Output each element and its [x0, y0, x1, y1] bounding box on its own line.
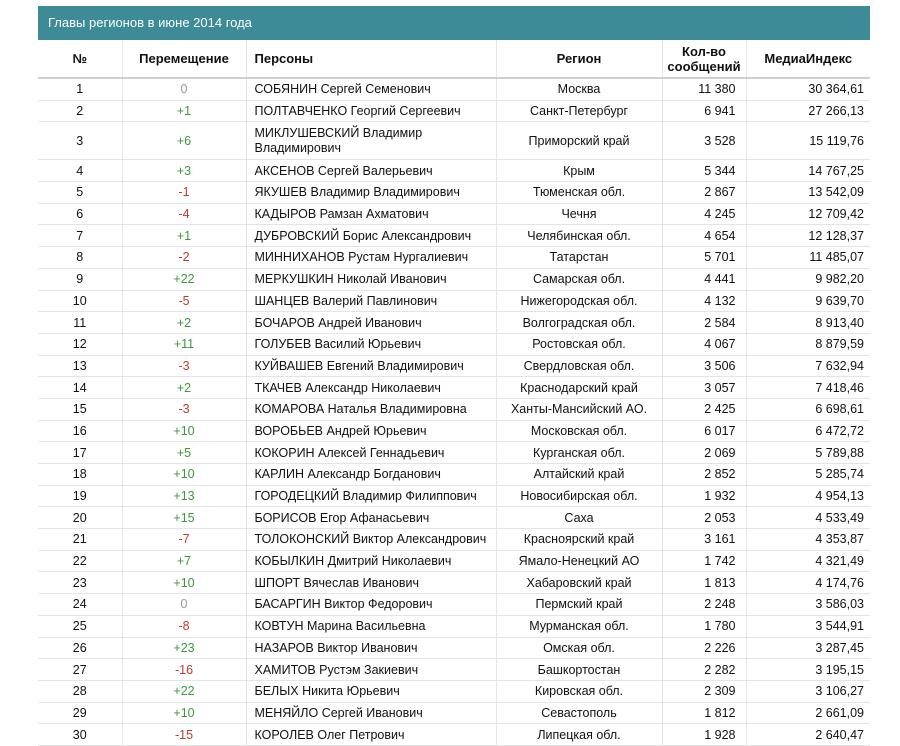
cell-person: МИКЛУШЕВСКИЙ Владимир Владимирович	[246, 122, 496, 160]
cell-person: ШПОРТ Вячеслав Иванович	[246, 572, 496, 594]
cell-count: 2 069	[662, 442, 746, 464]
cell-count: 5 701	[662, 247, 746, 269]
cell-count: 3 506	[662, 355, 746, 377]
cell-media: 4 954,13	[746, 485, 870, 507]
table-row	[38, 203, 870, 225]
cell-person: БОЧАРОВ Андрей Иванович	[246, 312, 496, 334]
table-row	[38, 464, 870, 486]
cell-person: БЕЛЫХ Никита Юрьевич	[246, 680, 496, 702]
cell-move: +10	[122, 464, 246, 486]
cell-media: 12 709,42	[746, 203, 870, 225]
cell-region: Краснодарский край	[496, 377, 662, 399]
header-person: Персоны	[246, 40, 496, 78]
cell-num: 28	[38, 680, 122, 702]
cell-region: Красноярский край	[496, 529, 662, 551]
cell-region: Башкортостан	[496, 659, 662, 681]
cell-move: +5	[122, 442, 246, 464]
cell-num: 3	[38, 122, 122, 160]
cell-media: 6 472,72	[746, 420, 870, 442]
table-row	[38, 377, 870, 399]
header-row	[38, 40, 870, 78]
cell-num: 19	[38, 485, 122, 507]
table-row	[38, 529, 870, 551]
header-media: МедиаИндекс	[746, 40, 870, 78]
table-row	[38, 225, 870, 247]
cell-person: ТКАЧЕВ Александр Николаевич	[246, 377, 496, 399]
table-row	[38, 485, 870, 507]
cell-media: 8 879,59	[746, 333, 870, 355]
cell-num: 1	[38, 78, 122, 100]
cell-person: ШАНЦЕВ Валерий Павлинович	[246, 290, 496, 312]
cell-move: +7	[122, 550, 246, 572]
cell-region: Саха	[496, 507, 662, 529]
cell-move: -15	[122, 724, 246, 746]
cell-person: КОВТУН Марина Васильевна	[246, 615, 496, 637]
cell-person: КОБЫЛКИН Дмитрий Николаевич	[246, 550, 496, 572]
cell-num: 18	[38, 464, 122, 486]
cell-media: 2 640,47	[746, 724, 870, 746]
cell-num: 2	[38, 100, 122, 122]
cell-move: +10	[122, 420, 246, 442]
cell-num: 29	[38, 702, 122, 724]
cell-move: -3	[122, 355, 246, 377]
cell-person: КОМАРОВА Наталья Владимировна	[246, 398, 496, 420]
cell-media: 27 266,13	[746, 100, 870, 122]
cell-count: 2 309	[662, 680, 746, 702]
cell-media: 30 364,61	[746, 78, 870, 100]
cell-person: КОКОРИН Алексей Геннадьевич	[246, 442, 496, 464]
cell-move: +10	[122, 572, 246, 594]
cell-media: 9 982,20	[746, 268, 870, 290]
cell-person: МЕНЯЙЛО Сергей Иванович	[246, 702, 496, 724]
cell-move: +22	[122, 680, 246, 702]
cell-count: 1 932	[662, 485, 746, 507]
cell-person: БАСАРГИН Виктор Федорович	[246, 594, 496, 616]
cell-count: 4 132	[662, 290, 746, 312]
cell-count: 6 941	[662, 100, 746, 122]
table-row	[38, 420, 870, 442]
cell-move: -8	[122, 615, 246, 637]
header-move: Перемещение	[122, 40, 246, 78]
cell-num: 16	[38, 420, 122, 442]
cell-person: МЕРКУШКИН Николай Иванович	[246, 268, 496, 290]
cell-count: 2 053	[662, 507, 746, 529]
cell-num: 23	[38, 572, 122, 594]
cell-count: 2 226	[662, 637, 746, 659]
cell-move: -5	[122, 290, 246, 312]
cell-person: КАРЛИН Александр Богданович	[246, 464, 496, 486]
cell-person: КУЙВАШЕВ Евгений Владимирович	[246, 355, 496, 377]
cell-media: 7 632,94	[746, 355, 870, 377]
cell-num: 10	[38, 290, 122, 312]
cell-media: 3 287,45	[746, 637, 870, 659]
cell-move: +10	[122, 702, 246, 724]
cell-move: +6	[122, 122, 246, 160]
cell-num: 26	[38, 637, 122, 659]
cell-num: 11	[38, 312, 122, 334]
cell-count: 1 812	[662, 702, 746, 724]
cell-region: Чечня	[496, 203, 662, 225]
cell-person: КОРОЛЕВ Олег Петрович	[246, 724, 496, 746]
cell-media: 11 485,07	[746, 247, 870, 269]
cell-person: КАДЫРОВ Рамзан Ахматович	[246, 203, 496, 225]
cell-move: +23	[122, 637, 246, 659]
table-row	[38, 160, 870, 182]
cell-media: 8 913,40	[746, 312, 870, 334]
cell-move: +1	[122, 100, 246, 122]
cell-media: 9 639,70	[746, 290, 870, 312]
cell-person: ГОРОДЕЦКИЙ Владимир Филиппович	[246, 485, 496, 507]
cell-num: 6	[38, 203, 122, 225]
table-row	[38, 78, 870, 100]
cell-region: Тюменская обл.	[496, 182, 662, 204]
cell-num: 22	[38, 550, 122, 572]
cell-num: 5	[38, 182, 122, 204]
cell-media: 5 789,88	[746, 442, 870, 464]
cell-num: 20	[38, 507, 122, 529]
cell-person: БОРИСОВ Егор Афанасьевич	[246, 507, 496, 529]
table-row	[38, 355, 870, 377]
cell-count: 5 344	[662, 160, 746, 182]
cell-person: МИННИХАНОВ Рустам Нургалиевич	[246, 247, 496, 269]
cell-num: 27	[38, 659, 122, 681]
table-row	[38, 507, 870, 529]
cell-region: Московская обл.	[496, 420, 662, 442]
table-row	[38, 122, 870, 160]
cell-region: Алтайский край	[496, 464, 662, 486]
header-region: Регион	[496, 40, 662, 78]
cell-region: Новосибирская обл.	[496, 485, 662, 507]
cell-region: Пермский край	[496, 594, 662, 616]
cell-move: -3	[122, 398, 246, 420]
cell-num: 8	[38, 247, 122, 269]
cell-region: Самарская обл.	[496, 268, 662, 290]
cell-person: АКСЕНОВ Сергей Валерьевич	[246, 160, 496, 182]
cell-count: 3 057	[662, 377, 746, 399]
cell-count: 6 017	[662, 420, 746, 442]
cell-count: 1 742	[662, 550, 746, 572]
cell-move: +1	[122, 225, 246, 247]
table-row	[38, 100, 870, 122]
cell-count: 4 067	[662, 333, 746, 355]
table-title: Главы регионов в июне 2014 года	[38, 6, 870, 40]
table-row	[38, 182, 870, 204]
cell-media: 7 418,46	[746, 377, 870, 399]
cell-region: Свердловская обл.	[496, 355, 662, 377]
cell-person: ДУБРОВСКИЙ Борис Александрович	[246, 225, 496, 247]
cell-move: +15	[122, 507, 246, 529]
cell-region: Москва	[496, 78, 662, 100]
cell-region: Санкт-Петербург	[496, 100, 662, 122]
cell-count: 1 780	[662, 615, 746, 637]
table-row	[38, 637, 870, 659]
table-body	[38, 78, 870, 745]
cell-count: 4 245	[662, 203, 746, 225]
cell-region: Липецкая обл.	[496, 724, 662, 746]
cell-count: 3 161	[662, 529, 746, 551]
cell-count: 1 928	[662, 724, 746, 746]
cell-num: 7	[38, 225, 122, 247]
cell-count: 3 528	[662, 122, 746, 160]
cell-person: ТОЛОКОНСКИЙ Виктор Александрович	[246, 529, 496, 551]
cell-count: 2 282	[662, 659, 746, 681]
table-row	[38, 442, 870, 464]
cell-media: 2 661,09	[746, 702, 870, 724]
cell-count: 2 248	[662, 594, 746, 616]
table-row	[38, 724, 870, 746]
table-row	[38, 572, 870, 594]
cell-media: 4 533,49	[746, 507, 870, 529]
cell-region: Ямало-Ненецкий АО	[496, 550, 662, 572]
cell-count: 4 441	[662, 268, 746, 290]
cell-num: 15	[38, 398, 122, 420]
cell-media: 3 195,15	[746, 659, 870, 681]
cell-move: -4	[122, 203, 246, 225]
cell-media: 4 174,76	[746, 572, 870, 594]
cell-num: 4	[38, 160, 122, 182]
cell-count: 11 380	[662, 78, 746, 100]
table-row	[38, 702, 870, 724]
cell-region: Омская обл.	[496, 637, 662, 659]
cell-region: Приморский край	[496, 122, 662, 160]
cell-person: ХАМИТОВ Рустэм Закиевич	[246, 659, 496, 681]
cell-region: Ростовская обл.	[496, 333, 662, 355]
table-row	[38, 333, 870, 355]
table-row	[38, 594, 870, 616]
cell-move: -16	[122, 659, 246, 681]
table-row	[38, 290, 870, 312]
cell-num: 24	[38, 594, 122, 616]
cell-count: 2 584	[662, 312, 746, 334]
cell-media: 3 544,91	[746, 615, 870, 637]
table-row	[38, 615, 870, 637]
cell-media: 3 586,03	[746, 594, 870, 616]
cell-move: +13	[122, 485, 246, 507]
cell-num: 13	[38, 355, 122, 377]
cell-move: +2	[122, 312, 246, 334]
cell-region: Волгоградская обл.	[496, 312, 662, 334]
cell-num: 17	[38, 442, 122, 464]
cell-num: 21	[38, 529, 122, 551]
cell-region: Хабаровский край	[496, 572, 662, 594]
cell-count: 4 654	[662, 225, 746, 247]
cell-media: 13 542,09	[746, 182, 870, 204]
cell-media: 14 767,25	[746, 160, 870, 182]
table-row	[38, 312, 870, 334]
cell-media: 12 128,37	[746, 225, 870, 247]
cell-region: Крым	[496, 160, 662, 182]
cell-num: 9	[38, 268, 122, 290]
table-row	[38, 659, 870, 681]
cell-person: ПОЛТАВЧЕНКО Георгий Сергеевич	[246, 100, 496, 122]
cell-region: Севастополь	[496, 702, 662, 724]
cell-media: 15 119,76	[746, 122, 870, 160]
cell-move: +22	[122, 268, 246, 290]
cell-region: Челябинская обл.	[496, 225, 662, 247]
cell-region: Нижегородская обл.	[496, 290, 662, 312]
cell-region: Кировская обл.	[496, 680, 662, 702]
cell-media: 3 106,27	[746, 680, 870, 702]
cell-num: 14	[38, 377, 122, 399]
header-count: Кол-во сообщений	[662, 40, 746, 78]
ranking-table	[38, 40, 870, 746]
cell-move: 0	[122, 594, 246, 616]
cell-move: +11	[122, 333, 246, 355]
cell-num: 12	[38, 333, 122, 355]
cell-move: 0	[122, 78, 246, 100]
table-row	[38, 268, 870, 290]
cell-move: -2	[122, 247, 246, 269]
table-row	[38, 550, 870, 572]
cell-region: Татарстан	[496, 247, 662, 269]
table-row	[38, 247, 870, 269]
cell-num: 30	[38, 724, 122, 746]
cell-count: 2 425	[662, 398, 746, 420]
cell-person: ЯКУШЕВ Владимир Владимирович	[246, 182, 496, 204]
ranking-panel	[38, 6, 870, 746]
cell-move: -7	[122, 529, 246, 551]
cell-move: +3	[122, 160, 246, 182]
table-row	[38, 680, 870, 702]
cell-media: 4 321,49	[746, 550, 870, 572]
cell-num: 25	[38, 615, 122, 637]
cell-count: 2 852	[662, 464, 746, 486]
header-num: №	[38, 40, 122, 78]
cell-count: 1 813	[662, 572, 746, 594]
cell-move: +2	[122, 377, 246, 399]
cell-person: СОБЯНИН Сергей Семенович	[246, 78, 496, 100]
cell-person: ВОРОБЬЕВ Андрей Юрьевич	[246, 420, 496, 442]
cell-region: Мурманская обл.	[496, 615, 662, 637]
cell-media: 4 353,87	[746, 529, 870, 551]
cell-region: Ханты-Мансийский АО.	[496, 398, 662, 420]
cell-person: НАЗАРОВ Виктор Иванович	[246, 637, 496, 659]
cell-media: 6 698,61	[746, 398, 870, 420]
cell-region: Курганская обл.	[496, 442, 662, 464]
cell-person: ГОЛУБЕВ Василий Юрьевич	[246, 333, 496, 355]
cell-move: -1	[122, 182, 246, 204]
cell-count: 2 867	[662, 182, 746, 204]
cell-media: 5 285,74	[746, 464, 870, 486]
table-row	[38, 398, 870, 420]
